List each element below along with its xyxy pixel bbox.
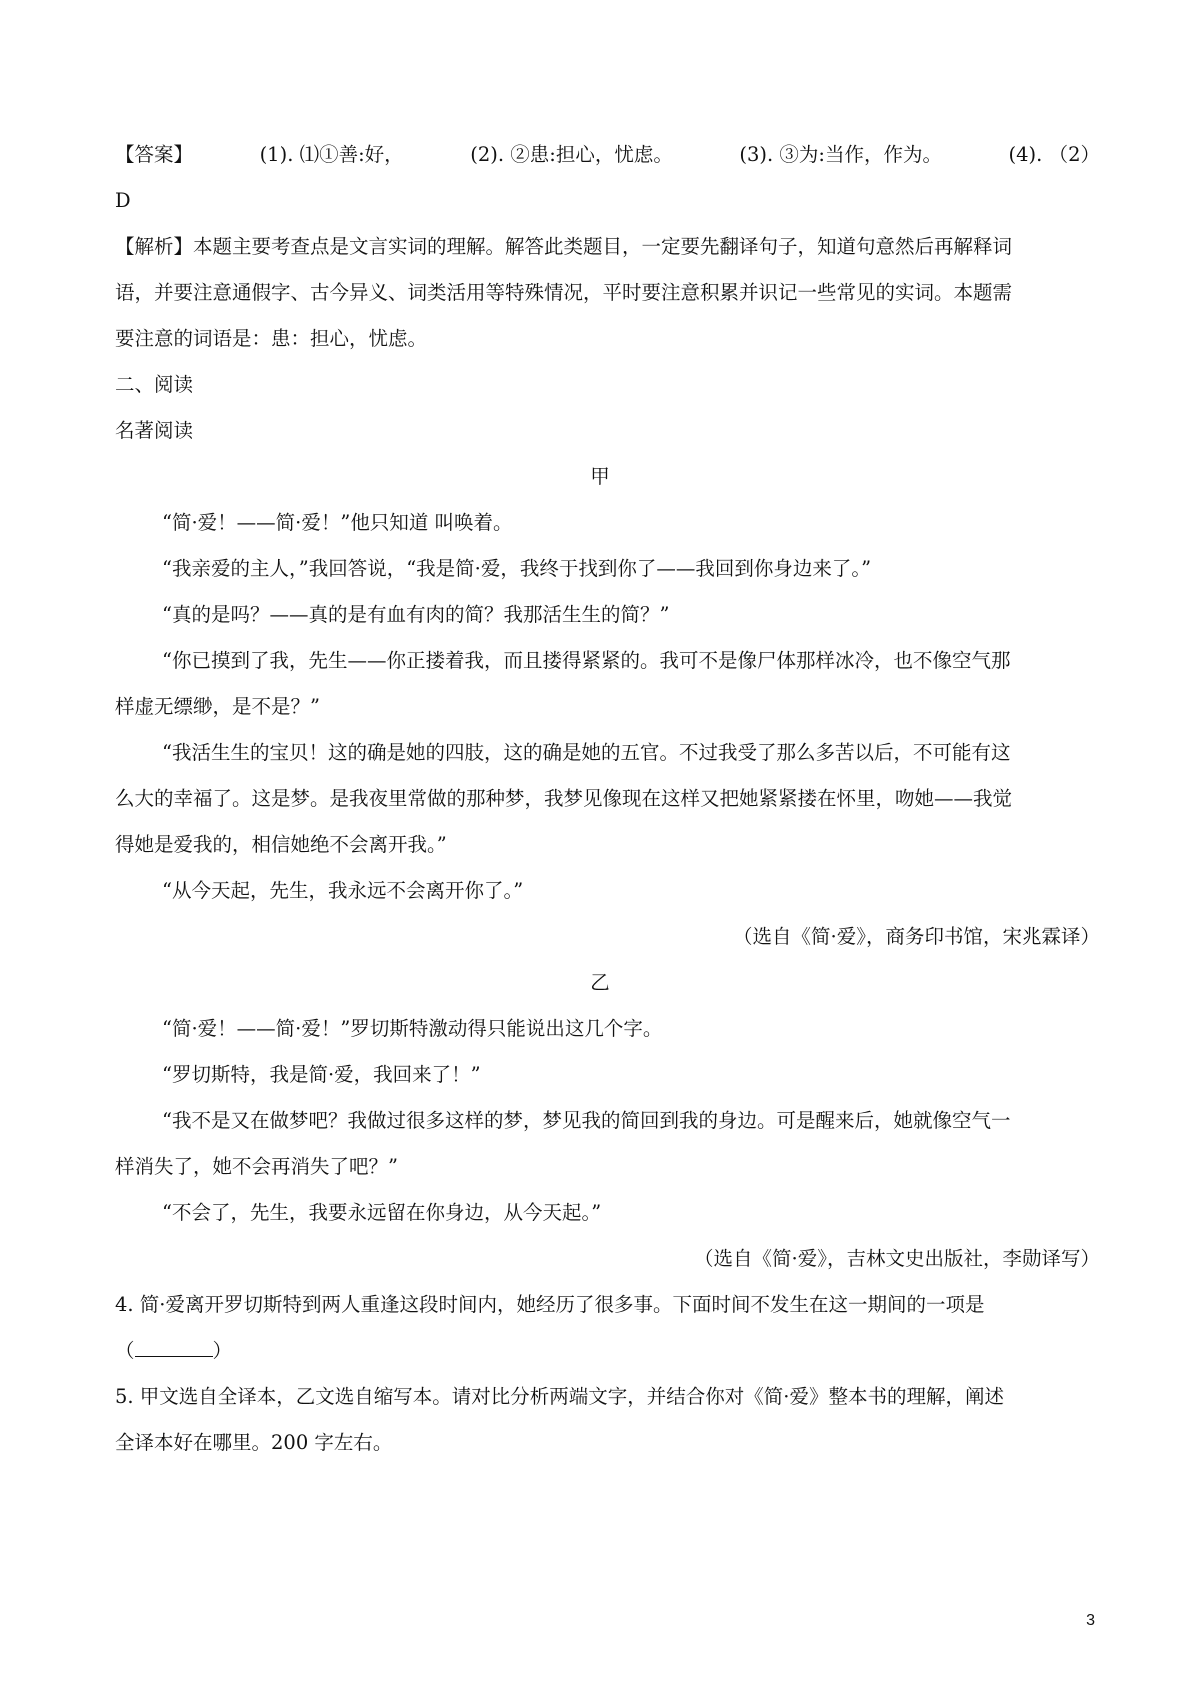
analysis-line-3: 要注意的词语是：患：担心，忧虑。	[115, 327, 428, 350]
passage-a-source: （选自《简·爱》，商务印书馆，宋兆霖译）	[733, 925, 1100, 948]
answer-item-3: (3). ③为:当作，作为。	[739, 143, 942, 166]
passage-a-line: 样虚无缥缈，是不是？”	[115, 695, 320, 718]
analysis-line-2: 语，并要注意通假字、古今异义、词类活用等特殊情况，平时要注意积累并识记一些常见的实词。本题需	[115, 281, 1013, 304]
passage-b-line: “不会了，先生，我要永远留在你身边，从今天起。”	[162, 1201, 602, 1224]
passage-b-line: “我不是又在做梦吧？我做过很多这样的梦，梦见我的简回到我的身边。可是醒来后，她就像空气一	[162, 1109, 1011, 1132]
question-4-answer-slot	[115, 1336, 1100, 1366]
page-number: 3	[1086, 1612, 1095, 1629]
answer-item-1: (1). ⑴①善:好，	[259, 143, 404, 166]
answer-item-2: (2). ②患:担心，忧虑。	[470, 143, 673, 166]
question-4-text: 4. 简·爱离开罗切斯特到两人重逢这段时间内，她经历了很多事。下面时间不发生在这一期间的一项是	[115, 1293, 985, 1316]
subsection-title: 名著阅读	[115, 419, 194, 442]
question-5-line-1: 5. 甲文选自全译本，乙文选自缩写本。请对比分析两端文字，并结合你对《简·爱》整本书的理解，阐述	[115, 1385, 1005, 1408]
passage-a-line: “你已摸到了我，先生——你正搂着我，而且搂得紧紧的。我可不是像尸体那样冰冷，也不像空气那	[162, 649, 1011, 672]
passage-a-line: 得她是爱我的，相信她绝不会离开我。”	[115, 833, 447, 856]
passage-a-heading: 甲	[590, 465, 610, 488]
bracket-close: ）	[212, 1339, 233, 1362]
passage-b-line: 样消失了，她不会再消失了吧？”	[115, 1155, 398, 1178]
passage-b-heading: 乙	[590, 971, 610, 994]
passage-a-line: “简·爱！——简·爱！”他只知道 叫唤着。	[162, 511, 513, 534]
passage-a-line: 么大的幸福了。这是梦。是我夜里常做的那种梦，我梦见像现在这样又把她紧紧搂在怀里，吻她——我觉	[115, 787, 1013, 810]
passage-b-line: “简·爱！——简·爱！”罗切斯特激动得只能说出这几个字。	[162, 1017, 663, 1040]
passage-a-line: “我亲爱的主人，”我回答说，“我是简·爱，我终于找到你了——我回到你身边来了。”	[162, 557, 872, 580]
section-title: 二、阅读	[115, 373, 194, 396]
passage-b-line: “罗切斯特，我是简·爱，我回来了！”	[162, 1063, 481, 1086]
passage-b-source: （选自《简·爱》，吉林文史出版社，李勋译写）	[694, 1247, 1100, 1270]
answer-blank[interactable]	[135, 1336, 213, 1357]
analysis-line-1: 【解析】本题主要考查点是文言实词的理解。解答此类题目，一定要先翻译句子，知道句意然后再解释词	[115, 235, 1013, 258]
passage-a-line: “我活生生的宝贝！这的确是她的四肢，这的确是她的五官。不过我受了那么多苦以后，不可能有这	[162, 741, 1011, 764]
passage-a-line: “真的是吗？——真的是有血有肉的简？我那活生生的简？”	[162, 603, 670, 626]
question-5-line-2: 全译本好在哪里。200 字左右。	[115, 1431, 393, 1454]
answer-line	[115, 140, 1100, 170]
answer-label: 【答案】	[115, 143, 194, 166]
answer-continuation: D	[115, 189, 131, 212]
passage-a-line: “从今天起，先生，我永远不会离开你了。”	[162, 879, 524, 902]
bracket-open: （	[115, 1339, 135, 1362]
answer-item-4: (4). （2）	[1008, 143, 1100, 166]
